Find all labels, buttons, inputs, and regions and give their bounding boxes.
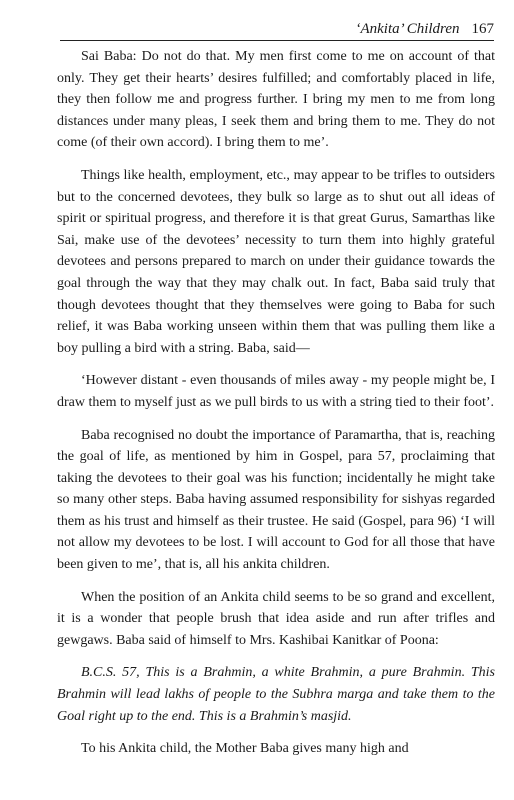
italic-quote-paragraph: B.C.S. 57, This is a Brahmin, a white Brahmin, a pure Brahmin. This Brahmin will lead lakhs of people to the Subhra marga and take them to the Goal right up to the end. This is a Brahmin’s masjid. [57, 665, 495, 724]
page-header [60, 16, 494, 41]
page-body [57, 46, 495, 771]
paragraph: Things like health, employment, etc., may appear to be trifles to outsiders but to the concerned devotees, they bulk so large as to shut out all ideas of spirit or spiritual progress, and therefore it is that great Gurus, Samarthas like Sai, make use of the devotees’ necessity to turn them into highly grateful devotees and persons prepared to march on under their guidance towards the goal through the way that they may chalk out. In fact, Baba said truly that though devotees thought that they themselves were going to Baba for such relief, it was Baba working unseen within them that was pulling them like a boy pulling a bird with a string. Baba, said— [57, 167, 495, 356]
quote-paragraph: ‘However distant - even thousands of miles away - my people might be, I draw them to myself just as we pull birds to us with a string tied to their foot’. [57, 373, 495, 410]
running-head: ‘Ankita’ Children [355, 21, 460, 37]
paragraph: To his Ankita child, the Mother Baba gives many high and [81, 741, 409, 757]
paragraph: Baba recognised no doubt the importance of Paramartha, that is, reaching the goal of life, as mentioned by him in Gospel, para 57, proclaiming that taking the devotees to their goal was his function; incidentally he might take so many other steps. Baba having assumed responsibility for sishyas regarded them as his trust and himself as their trustee. He said (Gospel, para 96) ‘I will not allow my devotees to be lost. I will account to God for all those that have been given to me’, that is, all his ankita children. [57, 427, 495, 573]
paragraph: When the position of an Ankita child seems to be so grand and excellent, it is a wonder that people brush that idea aside and run after trifles and gewgaws. Baba said of himself to Mrs. Kashibai Kanitkar of Poona: [57, 589, 495, 648]
page-number: 167 [471, 21, 494, 37]
paragraph: Sai Baba: Do not do that. My men first come to me on account of that only. They get their hearts’ desires fulfilled; and comfortably placed in life, they then follow me and progress further. I bring my men to me from long distances under many pleas, I seek them and bring them to me. They do not come (of their own accord). I bring them to me’. [57, 49, 495, 151]
